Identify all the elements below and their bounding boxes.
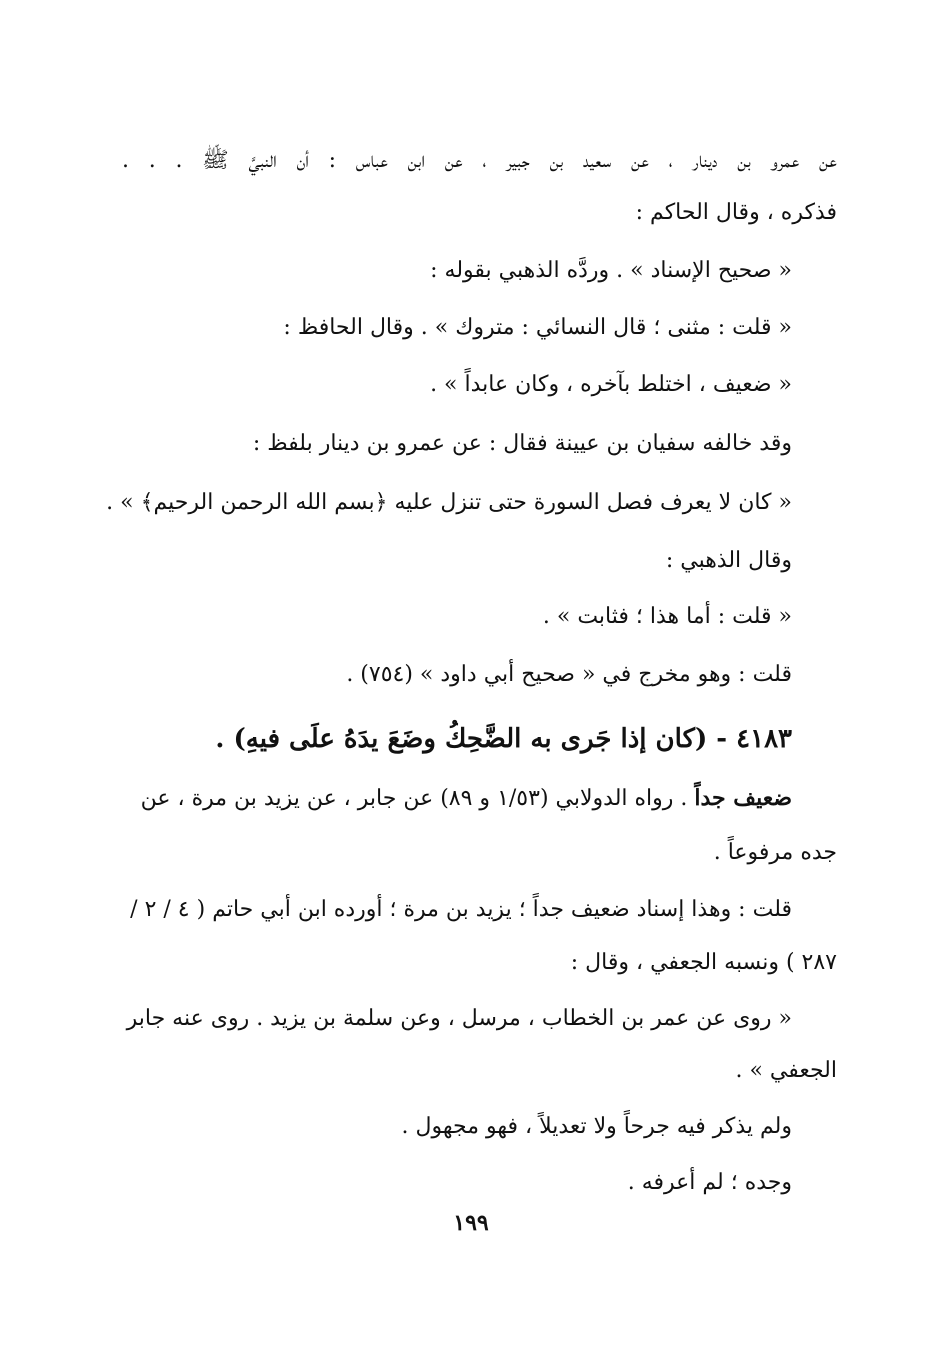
text-line: عن عمرو بن دينار ، عن سعيد بن جبير ، عن ابن عباس : أن النبيَّ ﷺ . . . xyxy=(122,148,837,173)
text-line xyxy=(141,783,792,814)
text-line: قلت : وهذا إسناد ضعيف جداً ؛ يزيد بن مرة ؛ أورده ابن أبي حاتم ( ٤ / ٢ / xyxy=(130,897,792,922)
text-line: « صحيح الإسناد » . وردَّه الذهبي بقوله : xyxy=(430,258,792,283)
text-line: جده مرفوعاً . xyxy=(713,840,837,865)
page-number: ١٩٩ xyxy=(453,1210,489,1236)
text-line: قلت : وهو مخرج في « صحيح أبي داود » (٧٥٤) . xyxy=(346,662,792,687)
text-line: « قلت : أما هذا ؛ فثابت » . xyxy=(542,604,792,629)
text-line-rest: . رواه الدولابي (١/٥٣ و ٨٩) عن جابر ، عن يزيد بن مرة ، عن xyxy=(140,786,688,811)
text-line: ولم يذكر فيه جرحاً ولا تعديلاً ، فهو مجهول . xyxy=(401,1114,792,1139)
text-line: « ضعيف ، اختلط بآخره ، وكان عابداً » . xyxy=(430,372,792,397)
text-line: وقال الذهبي : xyxy=(665,548,792,573)
hadith-heading: ٤١٨٣ - (كان إذا جَرى به الضَّحِكُ وضَعَ يدَهُ علَى فيهِ) . xyxy=(215,724,792,754)
text-line: ٢٨٧ ) ونسبه الجعفي ، وقال : xyxy=(570,950,837,975)
text-line: وقد خالفه سفيان بن عيينة فقال : عن عمرو بن دينار بلفظ : xyxy=(252,431,792,456)
text-line: « روى عن عمر بن الخطاب ، مرسل ، وعن سلمة بن يزيد . روى عنه جابر xyxy=(126,1006,792,1031)
text-line: الجعفي » . xyxy=(735,1058,837,1083)
text-line: « كان لا يعرف فصل السورة حتى تنزل عليه ﴿بسم الله الرحمن الرحيم﴾ » . xyxy=(106,490,792,515)
text-line: وجده ؛ لم أعرفه . xyxy=(627,1170,792,1195)
text-line: « قلت : مثنى ؛ قال النسائي : متروك » . وقال الحافظ : xyxy=(283,315,792,340)
hadith-grade: ضعيف جداً xyxy=(694,785,792,811)
text-line: فذكره ، وقال الحاكم : xyxy=(635,200,837,225)
